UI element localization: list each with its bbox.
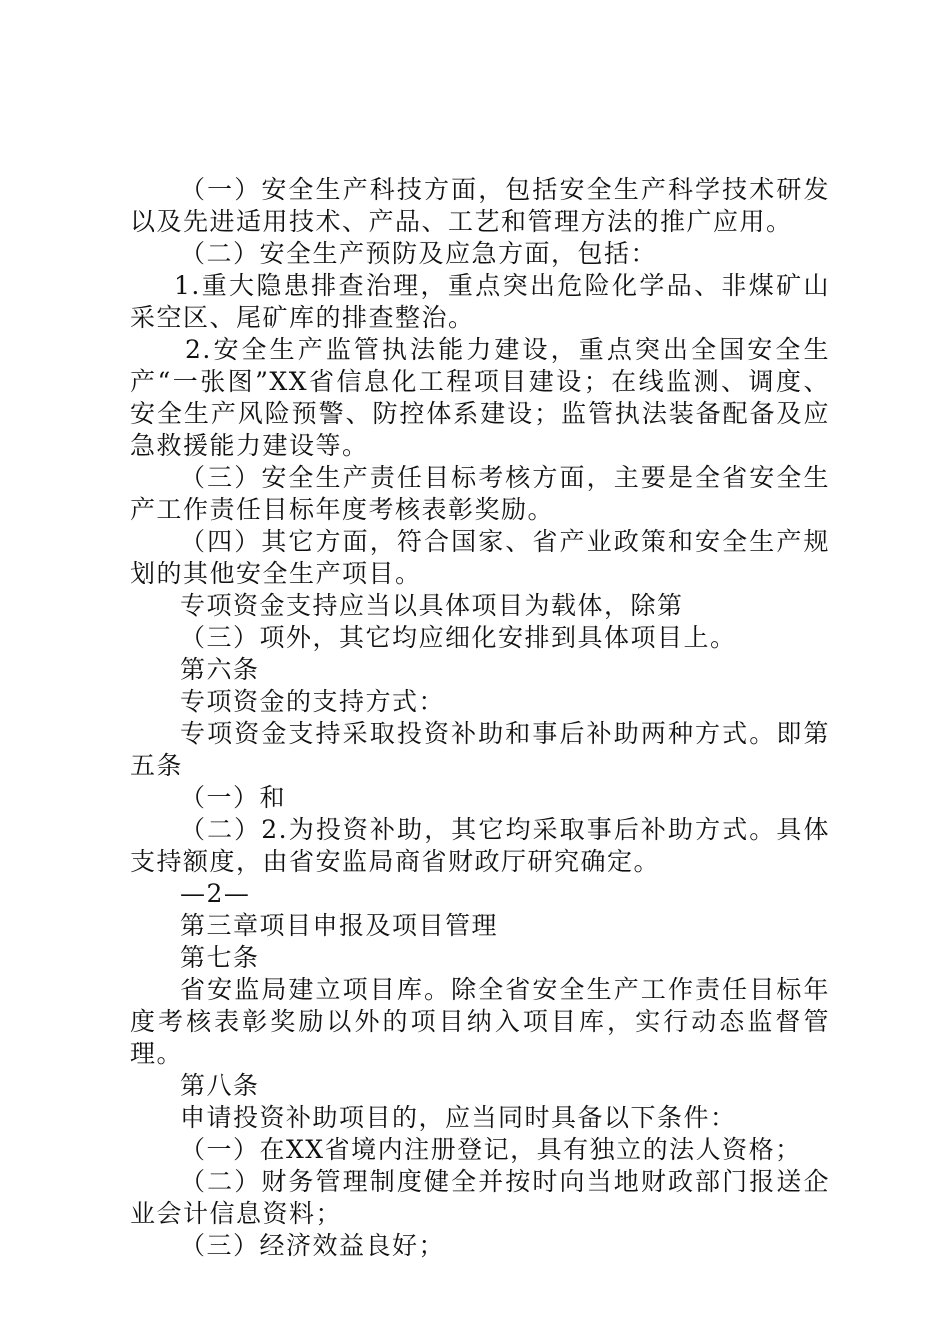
page-number: —2— [180,879,251,908]
paragraph-conditions: 申请投资补助项目的，应当同时具备以下条件： [180,1103,737,1132]
paragraph-hazard: 1.重大隐患排查治理，重点突出危险化学品、非煤矿山采空区、尾矿库的排查整治。 [130,271,830,332]
chapter-three-heading: 第三章项目申报及项目管理 [180,911,499,940]
paragraph-item-three: （三）项外，其它均应细化安排到具体项目上。 [180,623,737,652]
paragraph-item-two: （二）2.为投资补助，其它均采取事后补助方式。具体支持额度，由省安监局商省财政厅研究确定。 [130,815,830,876]
paragraph-prevention: （二）安全生产预防及应急方面，包括： [180,239,658,268]
document-body [130,174,830,1262]
condition-one: （一）在XX省境内注册登记，具有独立的法人资格； [180,1135,802,1164]
article-six-heading: 第六条 [180,655,260,684]
condition-two: （二）财务管理制度健全并按时向当地财政部门报送企业会计信息资料； [130,1167,830,1228]
paragraph-support-method: 专项资金的支持方式： [180,687,446,716]
article-eight-heading: 第八条 [180,1071,260,1100]
paragraph-two-methods: 专项资金支持采取投资补助和事后补助两种方式。即第五条 [130,719,830,780]
condition-three: （三）经济效益良好； [180,1231,446,1260]
paragraph-project-carrier: 专项资金支持应当以具体项目为载体，除第 [180,591,684,620]
paragraph-item-one: （一）和 [180,783,287,812]
paragraph-project-library: 省安监局建立项目库。除全省安全生产工作责任目标年度考核表彰奖励以外的项目纳入项目库，实行动态监督管理。 [130,975,830,1068]
article-seven-heading: 第七条 [180,943,260,972]
paragraph-enforcement: 2.安全生产监管执法能力建设，重点突出全国安全生产“一张图”XX省信息化工程项目建设；在线监测、调度、安全生产风险预警、防控体系建设；监管执法装备配备及应急救援能力建设等。 [130,335,830,460]
paragraph-assessment: （三）安全生产责任目标考核方面，主要是全省安全生产工作责任目标年度考核表彰奖励。 [130,463,830,524]
paragraph-other: （四）其它方面，符合国家、省产业政策和安全生产规划的其他安全生产项目。 [130,527,830,588]
paragraph-tech: （一）安全生产科技方面，包括安全生产科学技术研发以及先进适用技术、产品、工艺和管理方法的推广应用。 [130,175,830,236]
